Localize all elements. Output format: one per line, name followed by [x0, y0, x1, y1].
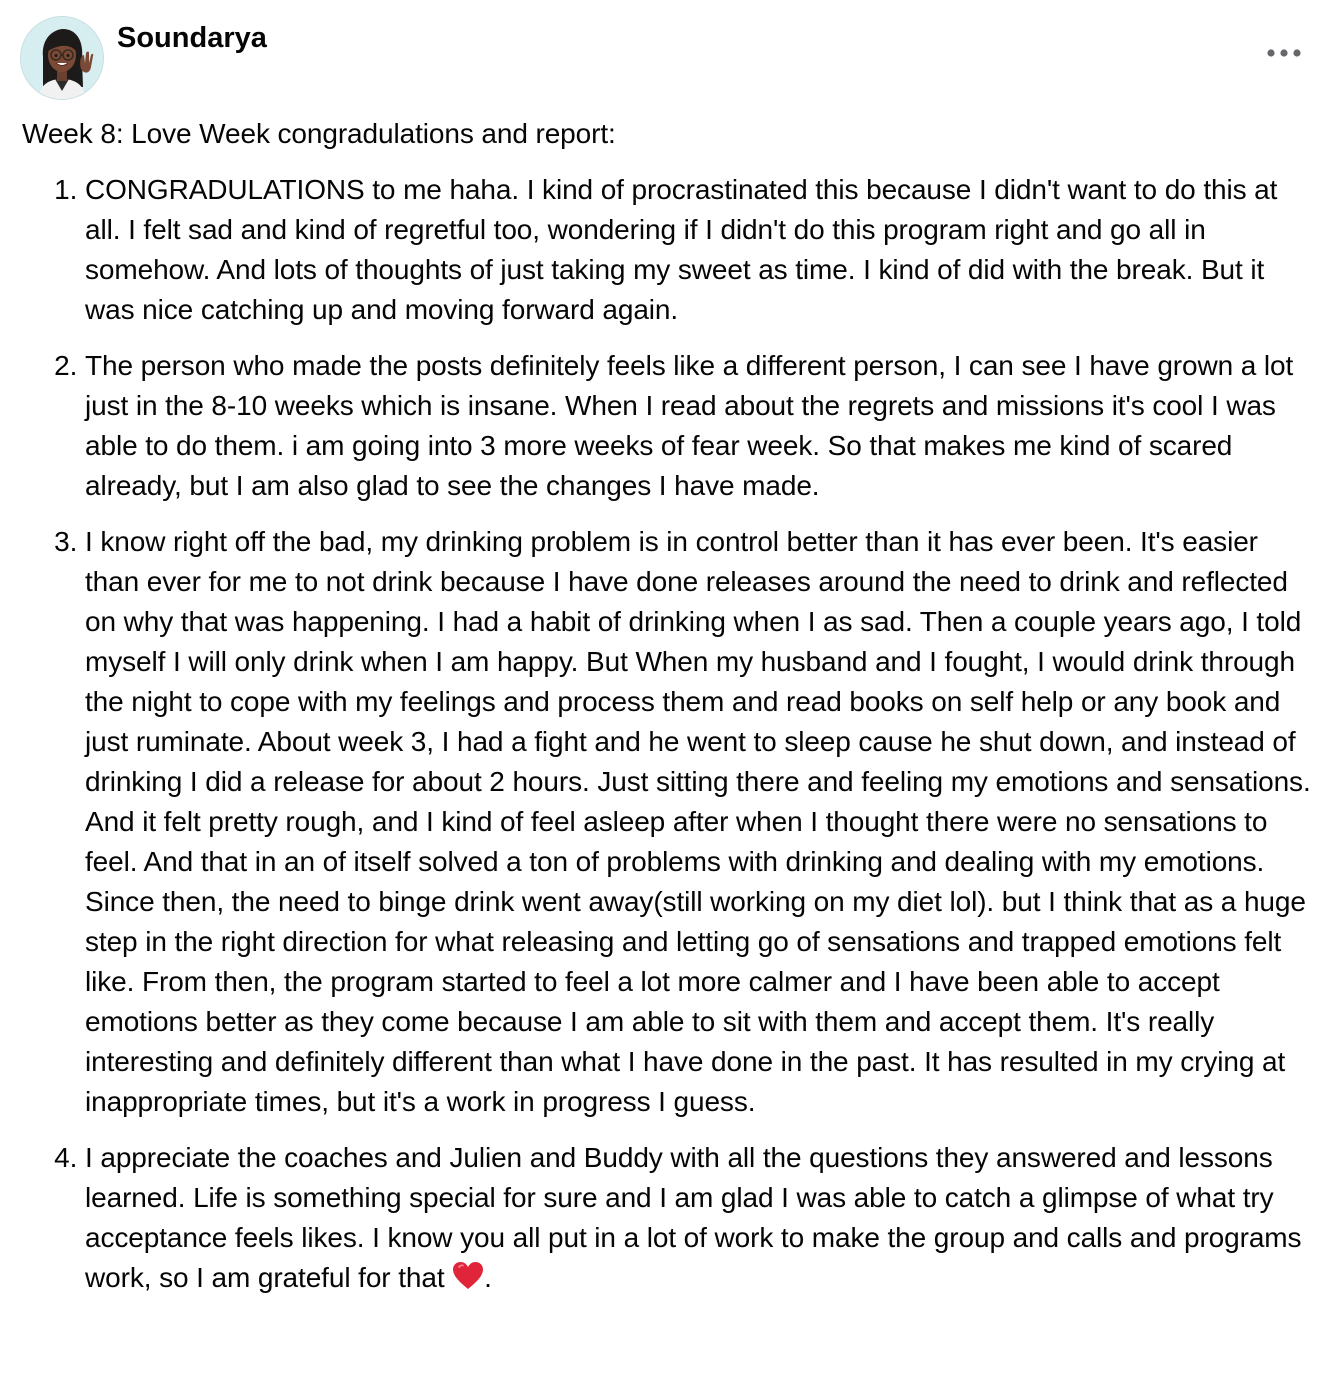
- list-item-text: I appreciate the coaches and Julien and Buddy with all the questions they answered and lessons learned. Life is something special for sure and I am glad I was able to catch a glimpse of what try acceptance feels likes. I know you all put in a lot of work to make the group and calls and programs work, so I am grateful for that: [85, 1142, 1302, 1293]
- post-intro: Week 8: Love Week congradulations and report:: [22, 118, 616, 149]
- list-item-text: The person who made the posts definitely feels like a different person, I can see I have grown a lot just in the 8-10 weeks which is insane. When I read about the regrets and missions it's cool I was able to do them. i am going into 3 more weeks of fear week. So that makes me kind of scared already, but I am also glad to see the changes I have made.: [85, 350, 1294, 501]
- list-item: [85, 522, 1318, 1122]
- list-item: [85, 170, 1318, 330]
- list-item: [85, 1138, 1318, 1298]
- more-options-button[interactable]: [1262, 38, 1306, 68]
- more-options-icon: [1266, 48, 1302, 58]
- report-list: [22, 170, 1318, 1298]
- list-item-text: CONGRADULATIONS to me haha. I kind of procrastinated this because I didn't want to do this at all. I felt sad and kind of regretful too, wondering if I didn't do this program right and go all in somehow. And lots of thoughts of just taking my sweet as time. I kind of did with the break. But it was nice catching up and moving forward again.: [85, 174, 1278, 325]
- author-name[interactable]: Soundarya: [117, 22, 267, 54]
- avatar-memoji-icon: [21, 17, 103, 99]
- list-item-end: .: [484, 1262, 492, 1293]
- post-header: [20, 16, 1320, 100]
- list-item-text: I know right off the bad, my drinking problem is in control better than it has ever been. It's easier than ever for me to not drink because I have done releases around the need to drink and reflected on why that was happening. I had a habit of drinking when I as sad. Then a couple years ago, I told myself I will only drink when I am happy. But When my husband and I fought, I would drink through the night to cope with my feelings and process them and read books on self help or any book and just ruminate. About week 3, I had a fight and he went to sleep cause he shut down, and instead of drinking I did a release for about 2 hours. Just sitting there and feeling my emotions and sensations. And it felt pretty rough, and I kind of feel asleep after when I thought there were no sensations to feel. And that in an of itself solved a ton of problems with drinking and dealing with my emotions. Since then, the need to binge drink went away(still working on my diet lol). but I think that as a huge step in the right direction for what releasing and letting go of sensations and trapped emotions felt like. From then, the program started to feel a lot more calmer and I have been able to accept emotions better as they come because I am able to sit with them and accept them. It's really interesting and definitely different than what I have done in the past. It has resulted in my crying at inappropriate times, but it's a work in progress I guess.: [85, 526, 1311, 1117]
- author-avatar[interactable]: [20, 16, 104, 100]
- red-heart-icon: [452, 1261, 484, 1291]
- list-item: [85, 346, 1318, 506]
- post-body: [22, 114, 1318, 1314]
